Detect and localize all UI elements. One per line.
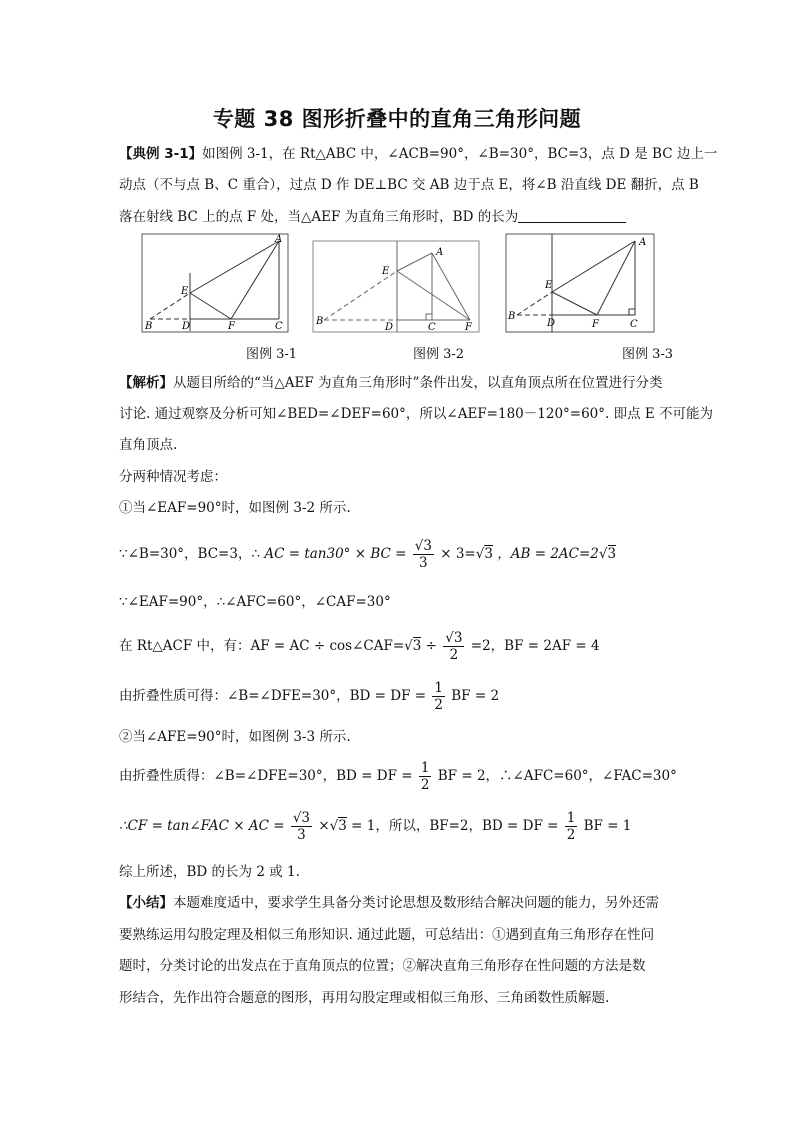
fraction-1-over-2: $\frac{1}{2}$ <box>420 760 430 793</box>
summary-line-3: 题时，分类讨论的出发点在于直角顶点的位置；②解决直角三角形存在性问题的方法是数 <box>119 958 646 974</box>
equation-4 <box>119 680 499 713</box>
label-f: F <box>228 321 235 332</box>
label-b: B <box>316 316 324 327</box>
label-d: D <box>182 321 191 332</box>
summary-text-1: 本题难度适中，要求学生具备分类讨论思想及数形结合解决问题的能力，另外还需 <box>173 895 659 911</box>
analysis-line-4: 分两种情况考虑： <box>119 469 227 485</box>
conclusion: 综上所述，BD 的长为 2 或 1. <box>119 864 300 880</box>
summary-line-1 <box>119 893 679 913</box>
example-line-2: 动点（不与点 B、C 重合），过点 D 作 DE⊥BC 交 AB 边于点 E，将∠B 沿直线 DE 翻折，点 B <box>119 177 699 193</box>
eq3-end: =2，BF = 2AF = 4 <box>470 638 600 654</box>
caption-3-3: 图例 3-3 <box>622 347 674 362</box>
eq1-ac: AC = tan30° × BC = <box>264 546 407 562</box>
label-c: C <box>428 322 436 333</box>
label-a: A <box>436 247 444 258</box>
page-title: 专题 38 图形折叠中的直角三角形问题 <box>212 107 582 131</box>
eq4-prefix: 由折叠性质可得：∠B=∠DFE=30°，BD = DF = <box>119 688 427 704</box>
label-a: A <box>275 234 283 245</box>
case-1-heading: ①当∠EAF=90°时，如图例 3-2 所示. <box>119 500 351 516</box>
analysis-line-3: 直角顶点. <box>119 437 178 453</box>
figure-3-1 <box>141 233 289 333</box>
example-line-1 <box>119 144 718 164</box>
fraction-sqrt3-over-3: $\frac{√3}{3}$ <box>292 810 311 843</box>
label-e: E <box>382 266 390 277</box>
caption-3-2: 图例 3-2 <box>413 347 465 362</box>
eq3-div: ÷ <box>425 638 437 654</box>
analysis-label: 【解析】 <box>119 375 173 391</box>
eq5-prefix: 由折叠性质得：∠B=∠DFE=30°，BD = DF = <box>119 768 413 784</box>
label-c: C <box>630 319 638 330</box>
summary-label: 【小结】 <box>119 895 173 911</box>
eq1-times: × 3= <box>440 546 476 562</box>
analysis-line-2: 讨论. 通过观察及分析可知∠BED=∠DEF=60°，所以∠AEF=180－120°=60°. 即点 E 不可能为 <box>119 406 714 422</box>
label-c: C <box>275 321 283 332</box>
eq6-end: = 1，所以，BF=2，BD = DF = <box>351 818 559 834</box>
eq1-prefix: ∵∠B=30°，BC=3，∴ <box>119 546 261 562</box>
eq3-prefix: 在 Rt△ACF 中，有：AF = AC ÷ cos∠CAF= <box>119 638 405 654</box>
label-f: F <box>465 322 472 333</box>
equation-6: ∴CF = tan∠FAC × AC = $\frac{√3}{3}$ ×√3 = 1，所以，BF=2，BD = DF = $\frac{1}{2}$ BF = 1 <box>119 810 632 843</box>
eq6-prefix: ∴CF = tan∠FAC × AC = <box>119 818 285 834</box>
label-e: E <box>181 286 189 297</box>
equation-3: 在 Rt△ACF 中，有：AF = AC ÷ cos∠CAF=√3 ÷ $\frac{√3}{2}$ =2，BF = 2AF = 4 <box>119 630 600 663</box>
fraction-sqrt3-over-3: $\frac{√3}{3}$ <box>414 538 432 571</box>
example-text-1: 如图例 3-1，在 Rt△ABC 中，∠ACB=90°，∠B=30°，BC=3，点 D 是 BC 边上一 <box>202 146 718 162</box>
equation-2: ∵∠EAF=90°，∴∠AFC=60°，∠CAF=30° <box>119 594 391 610</box>
label-b: B <box>145 321 153 332</box>
caption-3-1: 图例 3-1 <box>246 347 298 362</box>
eq1-ab: ，AB = 2AC=2 <box>497 546 599 562</box>
example-line-3 <box>119 207 679 227</box>
eq6-tail: BF = 1 <box>583 818 632 834</box>
figure-3-2 <box>312 240 480 333</box>
eq5-end: BF = 2，∴∠AFC=60°，∠FAC=30° <box>437 768 677 784</box>
analysis-text-1: 从题目所给的“当△AEF 为直角三角形时”条件出发，以直角顶点所在位置进行分类 <box>173 375 663 391</box>
analysis-line-1 <box>119 373 679 393</box>
label-b: B <box>508 311 516 322</box>
case-2-heading: ②当∠AFE=90°时，如图例 3-3 所示. <box>119 729 351 745</box>
label-e: E <box>545 280 553 291</box>
example-label: 【典例 3-1】 <box>119 146 203 162</box>
label-d: D <box>385 322 394 333</box>
equation-5 <box>119 760 677 793</box>
fraction-1-over-2: $\frac{1}{2}$ <box>566 810 576 843</box>
figure-3-3 <box>505 233 655 333</box>
summary-line-2: 要熟练运用勾股定理及相似三角形知识. 通过此题，可总结出：①遇到直角三角形存在性问 <box>119 927 655 943</box>
label-d: D <box>547 318 556 329</box>
eq6-times: × <box>318 818 330 834</box>
eq4-end: BF = 2 <box>451 688 500 704</box>
example-text-3: 落在射线 BC 上的点 F 处，当△AEF 为直角三角形时，BD 的长为 <box>119 209 519 225</box>
label-f: F <box>592 319 599 330</box>
summary-line-4: 形结合，先作出符合题意的图形，再用勾股定理或相似三角形、三角函数性质解题. <box>119 990 610 1006</box>
fraction-sqrt3-over-2: $\frac{√3}{2}$ <box>445 630 463 663</box>
equation-1: ∵∠B=30°，BC=3，∴ AC = tan30° × BC = $\frac{√3}{3}$ × 3=√3 ，AB = 2AC=2√3 <box>119 538 617 571</box>
fraction-1-over-2: $\frac{1}{2}$ <box>434 680 443 713</box>
answer-blank <box>518 208 626 223</box>
label-a: A <box>639 237 647 248</box>
